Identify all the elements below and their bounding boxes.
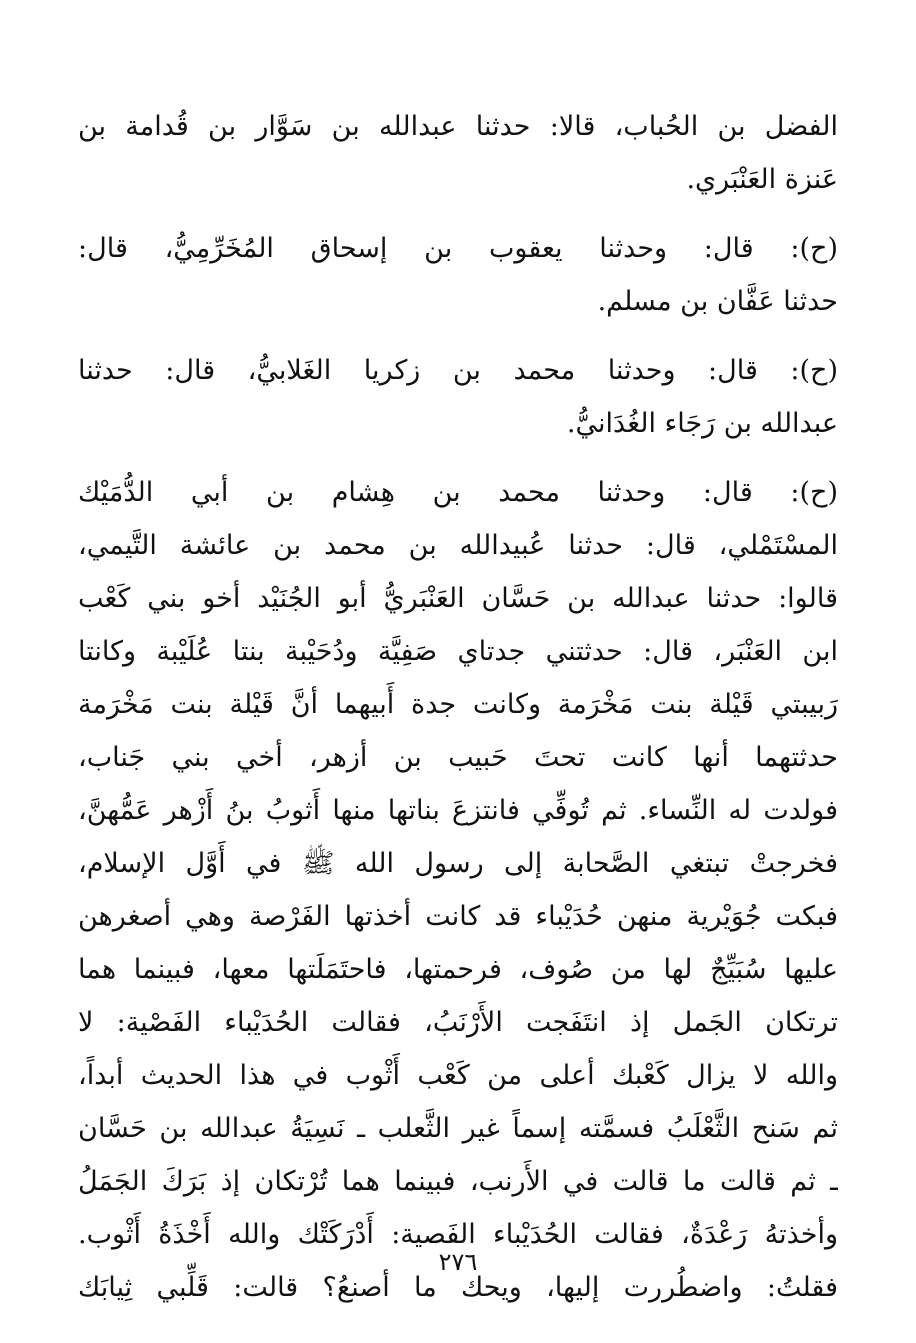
- text-line: فقلتُ: واضطُررت إليها، ويحك ما أصنعُ؟ قالت: قَلِّبي ثِيابَك: [78, 1272, 838, 1303]
- text-line: المسْتَمْلي، قال: حدثنا عُبيدالله بن محمد بن عائشة التَّيمي،: [78, 530, 838, 561]
- text-line: ابن العَنْبَر، قال: حدثتني جدتاي صَفِيَّة ودُحَيْبة بنتا عُلَيْبة وكانتا: [78, 636, 838, 667]
- page-number: ٢٧٦: [438, 1248, 478, 1276]
- paragraph-3: [78, 344, 838, 450]
- text-line: الفضل بن الحُباب، قالا: حدثنا عبدالله بن سَوَّار بن قُدامة بن: [78, 111, 838, 142]
- paragraph-4: [78, 466, 838, 1314]
- text-line: حدثنا عَفَّان بن مسلم.: [597, 286, 838, 317]
- text-line: ترتكان الجَمل إذ انتَفَجت الأَرْنَبُ، فقالت الحُدَيْباء الفَصْية: لا: [78, 1007, 838, 1038]
- text-line: (ح): قال: وحدثنا يعقوب بن إسحاق المُخَرِّمِيُّ، قال:: [78, 233, 838, 264]
- text-line: ـ ثم قالت ما قالت في الأَرنب، فبينما هما تُرْتكان إذ بَرَكَ الجَمَلُ: [78, 1166, 838, 1197]
- text-line: عَنزة العَنْبَري.: [686, 164, 838, 195]
- text-line: عبدالله بن رَجَاء الغُدَانيُّ.: [566, 408, 838, 439]
- text-line: (ح): قال: وحدثنا محمد بن زكريا الغَلابيُّ، قال: حدثنا: [78, 355, 838, 386]
- text-line: رَبيبتي قَيْلة بنت مَخْرَمة وكانت جدة أَبيهما أنَّ قَيْلة بنت مَخْرَمة: [78, 689, 838, 720]
- text-line: عليها سُبَيِّجٌ لها من صُوف، فرحمتها، فاحتَمَلَتها معها، فبينما هما: [78, 954, 838, 985]
- text-line: حدثتهما أنها كانت تحتَ حَبيب بن أزهر، أخي بني جَناب،: [78, 742, 838, 773]
- text-line: قالوا: حدثنا عبدالله بن حَسَّان العَنْبَريُّ أبو الجُنَيْد أخو بني كَعْب: [78, 583, 838, 614]
- text-line: فولدت له النِّساء. ثم تُوفِّي فانتزعَ بناتها منها أَثوبُ بنُ أَزْهر عَمُّهنَّ،: [78, 795, 838, 826]
- text-line: والله لا يزال كَعْبك أعلى من كَعْب أَثْوب في هذا الحديث أبداً،: [78, 1060, 838, 1091]
- text-line: فبكت جُوَيْرية منهن حُدَيْباء قد كانت أخذتها الفَرْصة وهي أصغرهن: [78, 901, 838, 932]
- text-line: وأخذتهُ رَعْدَةٌ، فقالت الحُدَيْباء الفَصية: أَدْرَكَتْك والله أَخْذَةُ أَثْوب.: [78, 1219, 838, 1250]
- text-line: فخرجتْ تبتغي الصَّحابة إلى رسول الله ﷺ في أَوَّل الإسلام،: [78, 848, 838, 879]
- page-body: [78, 100, 838, 1330]
- paragraph-1: [78, 100, 838, 206]
- text-line: (ح): قال: وحدثنا محمد بن هِشام بن أبي الدُّمَيْك: [78, 477, 838, 508]
- text-line: ثم سَنح الثَّعْلَبُ فسمَّته إسماً غير الثَّعلب ـ نَسِيَةُ عبدالله بن حَسَّان: [78, 1113, 838, 1144]
- paragraph-2: [78, 222, 838, 328]
